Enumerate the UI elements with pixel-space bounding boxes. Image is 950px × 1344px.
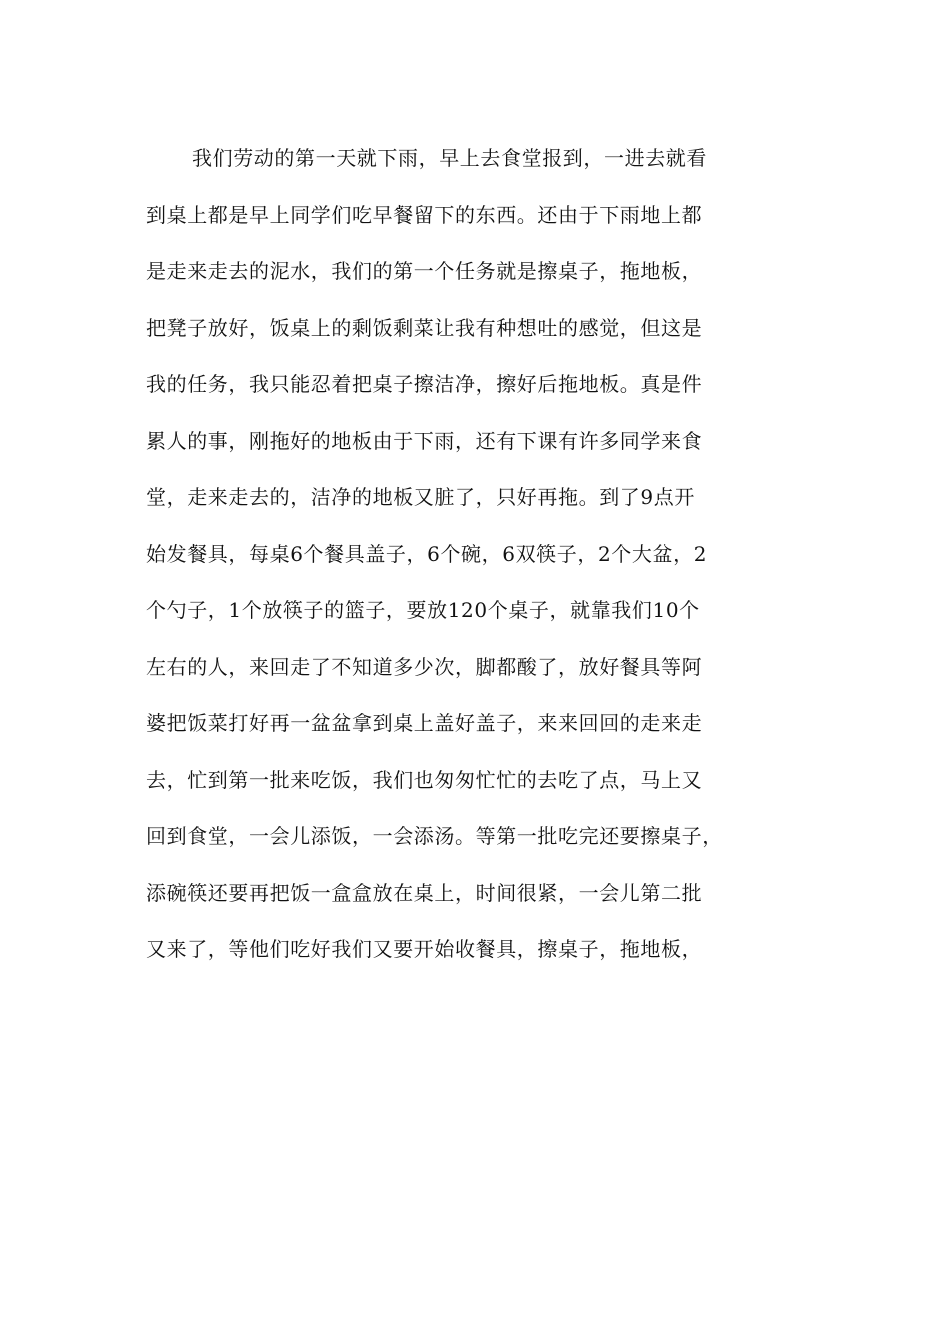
text-line: 堂，走来走去的，洁净的地板又脏了，只好再拖。到了9点开 [146,485,695,509]
text-line: 婆把饭菜打好再一盆盆拿到桌上盖好盖子，来来回回的走来走 [146,711,703,735]
text-line: 去，忙到第一批来吃饭，我们也匆匆忙忙的去吃了点，马上又 [146,767,703,792]
text-line: 累人的事，刚拖好的地板由于下雨，还有下课有许多同学来食 [146,428,703,453]
text-line: 回到食堂，一会儿添饭，一会添汤。等第一批吃完还要擦桌子， [146,824,723,848]
text-line: 左右的人，来回走了不知道多少次，脚都酸了，放好餐具等阿 [146,654,703,679]
text-line: 到桌上都是早上同学们吃早餐留下的东西。还由于下雨地上都 [146,202,703,227]
text-line: 个勺子，1个放筷子的篮子，要放120个桌子，就靠我们10个 [146,598,700,622]
text-line: 始发餐具，每桌6个餐具盖子，6个碗，6双筷子，2个大盆，2 [146,541,708,566]
text-line: 又来了，等他们吃好我们又要开始收餐具，擦桌子，拖地板， [146,937,703,961]
text-line: 我的任务，我只能忍着把桌子擦洁净，擦好后拖地板。真是件 [146,372,703,396]
body-paragraph [146,130,806,978]
text-line: 把凳子放好，饭桌上的剩饭剩菜让我有种想吐的感觉，但这是 [146,315,703,340]
text-line: 是走来走去的泥水，我们的第一个任务就是擦桌子，拖地板， [146,259,703,283]
text-line: 添碗筷还要再把饭一盒盒放在桌上，时间很紧，一会儿第二批 [146,880,703,905]
text-line: 我们劳动的第一天就下雨，早上去食堂报到，一进去就看 [192,146,707,170]
